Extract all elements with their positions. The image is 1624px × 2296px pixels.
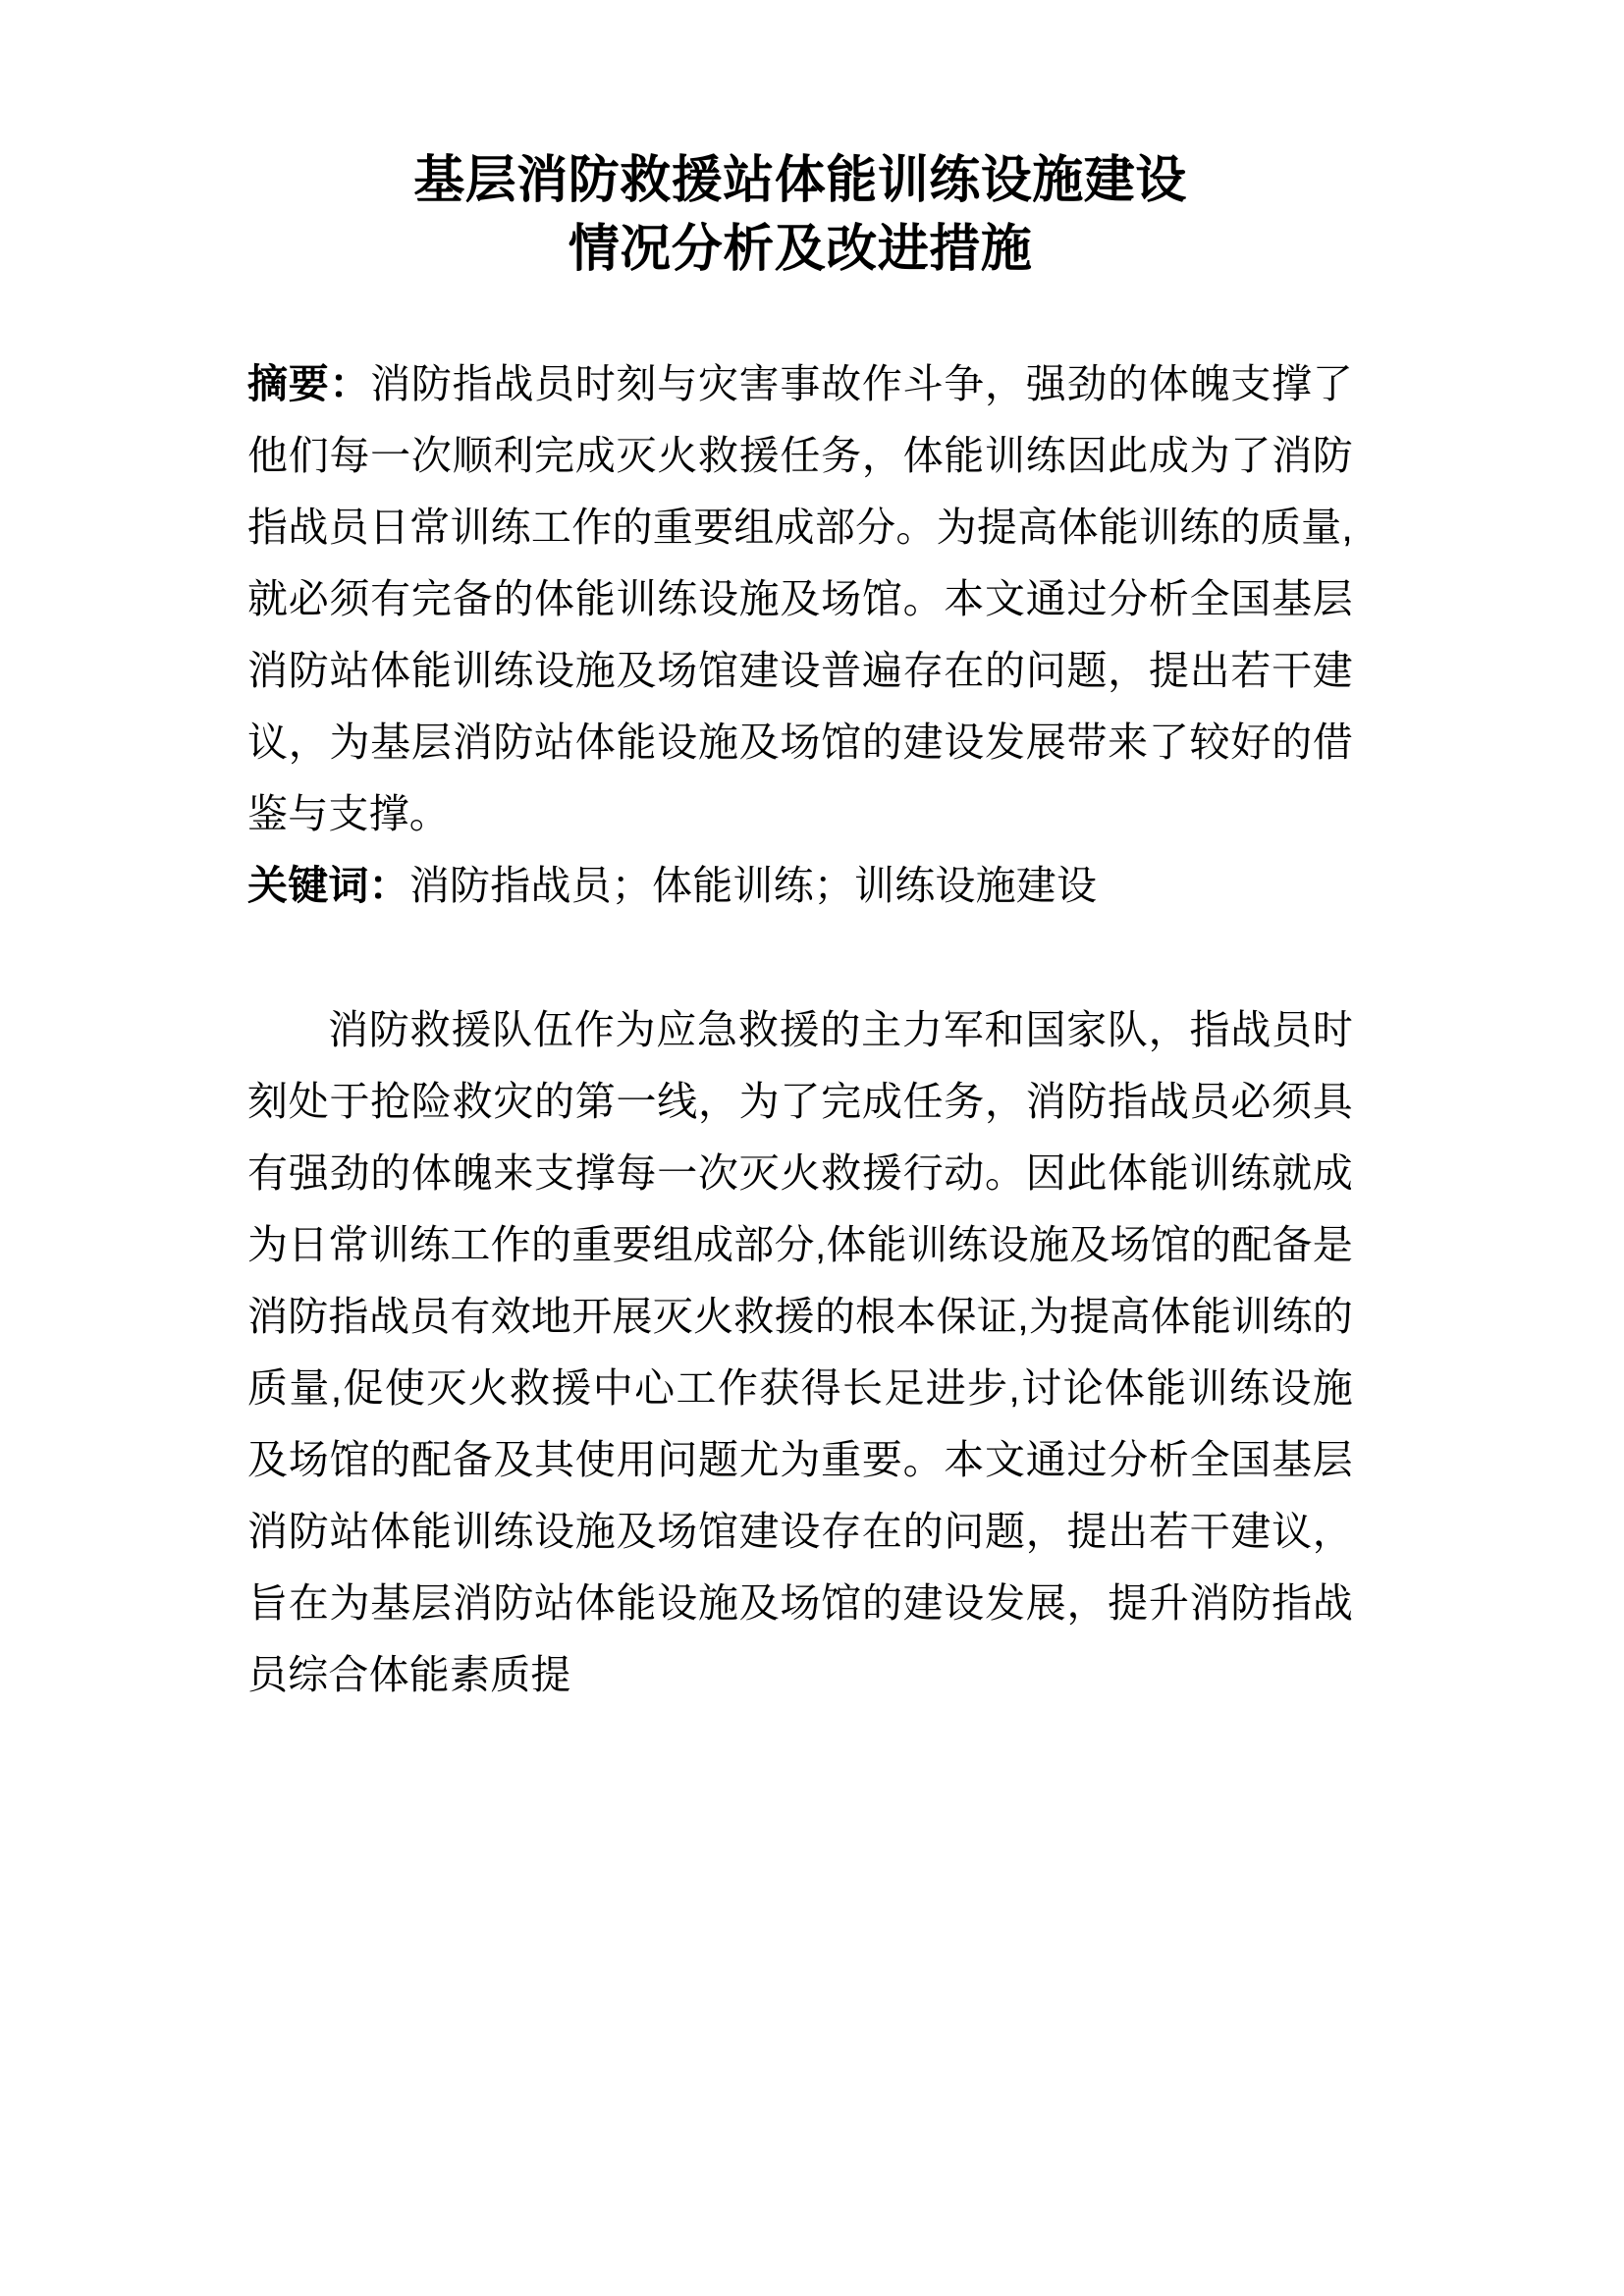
body-paragraph-1: 消防救援队伍作为应急救援的主力军和国家队，指战员时刻处于抢险救灾的第一线，为了完成任务，消防指战员必须具有强劲的体魄来支撑每一次灭火救援行动。因此体能训练就成为日常训练工作的重要组成部分,体能训练设施及场馆的配备是消防指战员有效地开展灭火救援的根本保证,为提高体能训练的质量,促使灭火救援中心工作获得长足进步,讨论体能训练设施及场馆的配备及其使用问题尤为重要。本文通过分析全国基层消防站体能训练设施及场馆建设存在的问题，提出若干建议，旨在为基层消防站体能设施及场馆的建设发展，提升消防指战员综合体能素质提 xyxy=(247,1007,1353,1697)
keywords-text: 消防指战员；体能训练；训练设施建设 xyxy=(408,863,1098,909)
abstract-section xyxy=(247,348,1353,922)
page-content xyxy=(247,0,1353,1711)
page-title-line-2: 情况分析及改进措施 xyxy=(568,220,1033,278)
page-title xyxy=(247,0,1353,284)
keywords-label: 关键词： xyxy=(247,863,409,909)
keywords-paragraph xyxy=(247,850,1353,922)
abstract-paragraph xyxy=(247,348,1353,850)
body-section xyxy=(247,994,1353,1711)
abstract-text: 消防指战员时刻与灾害事故作斗争，强劲的体魄支撑了他们每一次顺利完成灭火救援任务，体能训练因此成为了消防指战员日常训练工作的重要组成部分。为提高体能训练的质量,就必须有完备的体能训练设施及场馆。本文通过分析全国基层消防站体能训练设施及场馆建设普遍存在的问题，提出若干建议，为基层消防站体能设施及场馆的建设发展带来了较好的借鉴与支撑。 xyxy=(247,361,1353,837)
abstract-label: 摘要： xyxy=(247,361,371,407)
page-title-line-1: 基层消防救援站体能训练设施建设 xyxy=(413,152,1187,209)
